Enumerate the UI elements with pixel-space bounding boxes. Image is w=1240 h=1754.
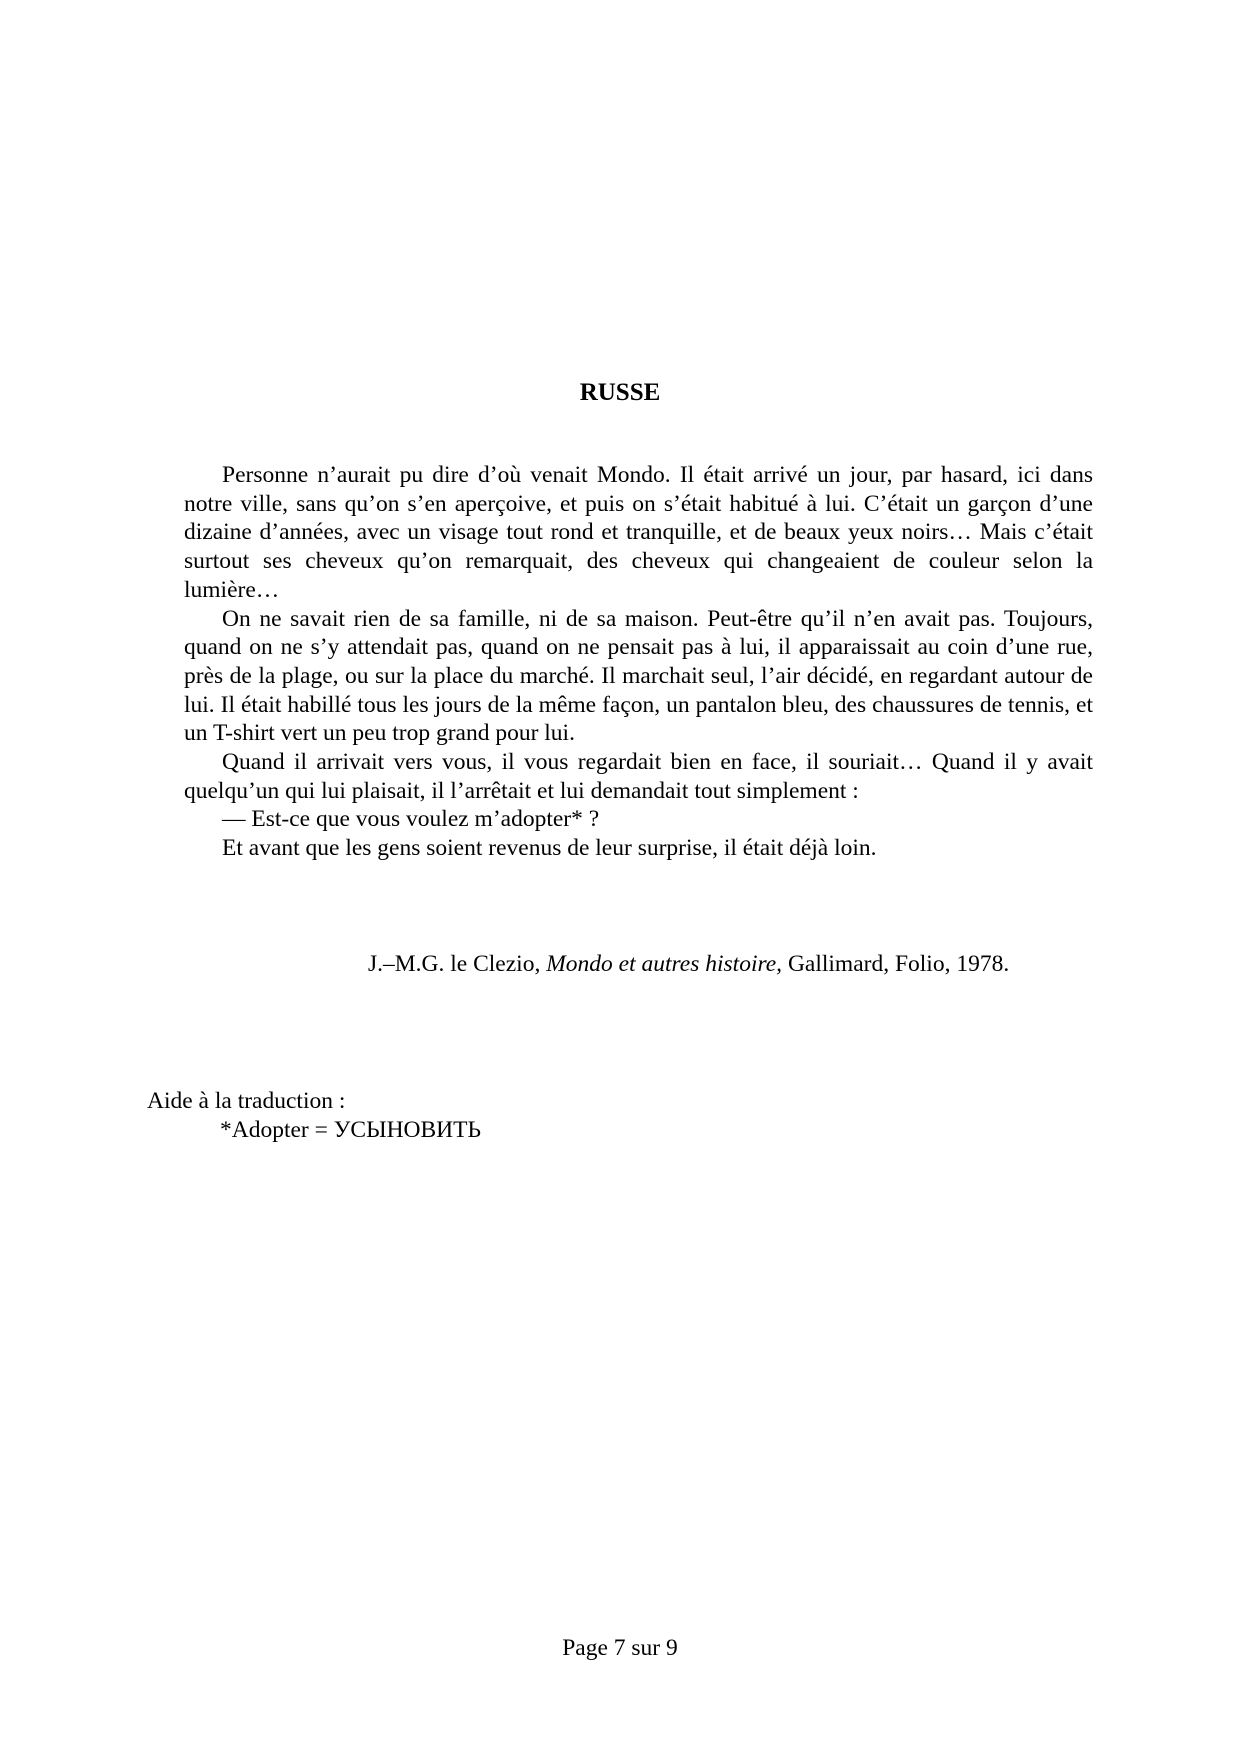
translation-help-heading: Aide à la traduction : xyxy=(147,1088,346,1114)
citation-book-title: Mondo et autres histoire, xyxy=(546,951,783,977)
paragraph-3: Quand il arrivait vers vous, il vous regardait bien en face, il souriait… Quand il y avait quelqu’un qui lui plaisait, il l’arrêtait et lui demandait tout simplement : xyxy=(184,749,1093,804)
dialogue-line: — Est-ce que vous voulez m’adopter* ? xyxy=(222,806,600,833)
paragraph-4: Et avant que les gens soient revenus de leur surprise, il était déjà loin. xyxy=(222,835,877,862)
translation-help xyxy=(147,1087,481,1145)
source-citation xyxy=(368,949,1009,979)
text-passage xyxy=(184,461,1093,863)
citation-author: J.–M.G. le Clezio, xyxy=(368,951,541,977)
page-number: Page 7 sur 9 xyxy=(562,1635,678,1661)
paragraph-1: Personne n’aurait pu dire d’où venait Mondo. Il était arrivé un jour, par hasard, ici dans notre ville, sans qu’on s’en aperçoive, et puis on s’était habitué à lui. C’était un garçon d’une dizaine d’années, avec un visage tout rond et tranquille, et de beaux yeux noirs… Mais c’était surtout ses cheveux qu’on remarquait, des cheveux qui changeaient de couleur selon la lumière… xyxy=(184,462,1093,603)
page-title: RUSSE xyxy=(579,379,661,406)
paragraph-2: On ne savait rien de sa famille, ni de sa maison. Peut-être qu’il n’en avait pas. Toujours, quand on ne s’y attendait pas, quand on ne pensait pas à lui, il apparaissait au coin d’une rue, près de la plage, ou sur la place du marché. Il marchait seul, l’air décidé, en regardant autour de lui. Il était habillé tous les jours de la même façon, un pantalon bleu, des chaussures de tennis, et un T-shirt vert un peu trop grand pour lui. xyxy=(184,605,1093,747)
citation-publisher: Gallimard, Folio, 1978. xyxy=(787,951,1010,977)
translation-help-entry: *Adopter = УСЫНОВИТЬ xyxy=(220,1117,482,1143)
